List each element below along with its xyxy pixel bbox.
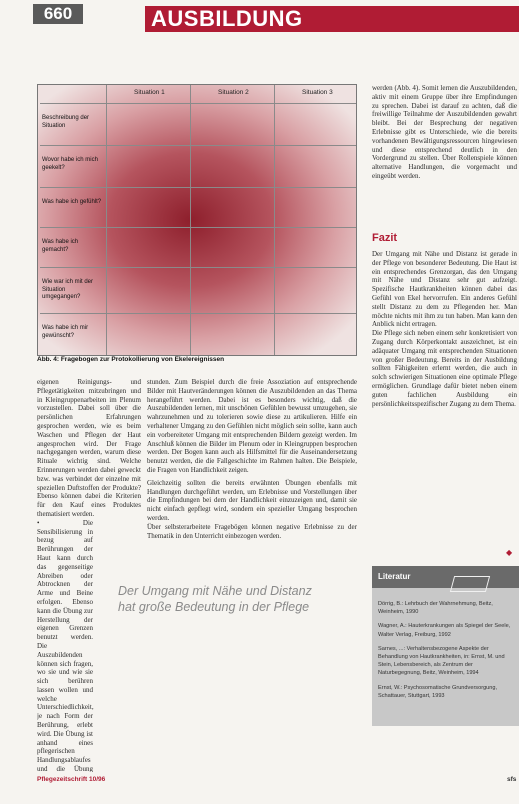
text-column-2 [147, 378, 357, 772]
figure-column-header: Situation 3 [302, 89, 333, 96]
figure-caption: Abb. 4: Fragebogen zur Protokollierung von Ekelereignissen [37, 356, 225, 363]
figure-column-header: Situation 1 [134, 89, 165, 96]
figure-row-label: Was habe ich mir gewünscht? [42, 325, 89, 339]
figure-row [40, 187, 356, 188]
literature-entry: Wagner, A.: Hauterkrankungen als Spiegel der Seele, Walter Verlag, Freiburg, 1992 [378, 623, 511, 638]
fazit-text [372, 250, 517, 556]
section-title: AUSBILDUNG [145, 6, 519, 32]
figure-row-label: Was habe ich gefühlt? [42, 199, 102, 205]
figure-column-header: Situation 2 [218, 89, 249, 96]
questionnaire-figure [37, 84, 357, 356]
paragraph: Über selbsterarbeitete Fragebögen können negative Erlebnisse zu der Thematik in den Unterricht einbezogen werden. [147, 522, 357, 540]
paragraph: Die Pflege sich neben einem sehr konkretisiert von Zugang durch Körperkontakt auszeichnet, ist ein adäquater Umgang mit entsprechenden Situationen von großer Bedeutung. Bereits in der Ausbildung sollten Fähigkeiten erlernt werden, die auch in solch schwierigen Situationen eine optimale Pflege ermöglichen. Grundlage dafür bietet neben einem guten fachlichen Ausbildung ein persönlichkeitsspezifischer Zugang zu dem Thema. [372, 329, 517, 408]
text-column-1 [37, 378, 141, 772]
figure-row-label: Wie war ich mit der Situation umgegangen? [42, 279, 94, 300]
fazit-heading: Fazit [372, 232, 398, 244]
literature-entry: Dörrig, B.: Lehrbuch der Wahrnehmung, Beitz, Weinheim, 1990 [378, 601, 493, 616]
paragraph: eigenen Reinigungs- und Pflegetätigkeiten mitzubringen und in Kleingruppenarbeiten im Plenum vorzustellen. Dabei soll über die persönlichen Erfahrungen gesprochen werden, wie es beim Waschen und Pflegen der Haut angesprochen wird. Der Frage nachgegangen werden, warum diese Rituale wichtig sind. Welche Erinnerungen werden dabei geweckt bzw. was verbindet der einzelne mit speziellen Duftstoffen der Produkte? Ebenso können dabei die Kriterien für den Kauf eines Produktes thematisiert werden. [37, 378, 141, 518]
paragraph: Gleichzeitig sollten die bereits erwähnten Übungen ebenfalls mit Handlungen durchgeführt werden, um Erlebnisse und Vorstellungen über die Empfindungen bei dem der Handlichkeit einzuzeigen und, damit sie nicht einfach gepflegt wird, sondern ein spezieller Umgang besprochen werden. [147, 478, 357, 522]
literature-entry: Sarnes, ...: Verhaltensbezogene Aspekte der Behandlung von Hautkrankheiten, in: Ernst, M. und Stein, Lebensbereich, als Zentrum der Naturbegegnung, Beitz, Weinheim, 1994 [378, 645, 505, 677]
end-mark: ◆ [506, 548, 513, 557]
grid-line [190, 85, 191, 355]
figure-row-label: Beschreibung der Situation [42, 115, 90, 129]
figure-row [40, 103, 356, 104]
footer-mark: sfs [507, 776, 517, 783]
page-header [0, 0, 519, 34]
figure-row [40, 267, 356, 268]
figure-row [40, 227, 356, 228]
literature-title: Literatur [378, 572, 411, 581]
pull-quote: Der Umgang mit Nähe und Distanz hat große Bedeutung in der Pflege [112, 582, 320, 617]
figure-row-label: Was habe ich gemacht? [42, 239, 79, 253]
figure-row [40, 313, 356, 314]
page-number: 660 [33, 4, 83, 24]
grid-line [106, 85, 107, 355]
literature-box [372, 566, 519, 726]
figure-row-label: Wovor habe ich mich geekelt? [42, 157, 98, 171]
footer-journal: Pflegezeitschrift 10/96 [37, 776, 106, 783]
paragraph: werden (Abb. 4). Somit lernen die Auszubildenden, aktiv mit einem Gruppe über ihre Empfindungen zu sprechen. Dabei ist darauf zu achten, daß die freiwillige Teilnahme der Auszubildenden gewahrt bleibt. Bei der Besprechung der negativen Erlebnisse gibt es Unterschiede, wie die bereits vorhandenen Bewältigungsressourcen hingewiesen und diese entsprechend deutlich in den Vordergrund zu stellen. Über Rollenspiele können alternative Handlungen, die vorgemacht und eingeübt werden. [372, 84, 517, 180]
text-column-3 [372, 84, 517, 230]
paragraph: Der Umgang mit Nähe und Distanz ist gerade in der Pflege von besonderer Bedeutung. Die Haut ist ein entsprechendes Grenzorgan, das den Umgang mit Nähe und Distanz sehr gut aufzeigt. Spezifische Hautkrankheiten können dabei das Gefühl von Ekel hervorrufen. Ein anderes Gefühl stellt Distanz zu dem zu Pflegenden her. Man möchte nichts mit ihm zu tun haben. Man kann den Anblick nicht ertragen. [372, 250, 517, 329]
figure-row [40, 145, 356, 146]
literature-heading [372, 566, 519, 588]
literature-list [372, 588, 519, 700]
book-icon [450, 576, 490, 592]
grid-line [274, 85, 275, 355]
paragraph: • Die Sensibilisierung in bezug auf Berührungen der Haut kann durch das gegenseitige Abreiben oder Abtrocknen der Arme und Beine erfolgen. Ebenso kann die Übung zur Herstellung der eigenen Grenzen benutzt werden. Die Auszubildenden können sich fragen, wo sie und wie sie sich berühren lassen wollen und welche Unterschiedlichkeit, je nach Form der Berührung, erlebt wird. Die Übung ist anhand eines pflegerischen Handlungsablaufes und die Übung [37, 518, 94, 772]
paragraph: stunden. Zum Beispiel durch die freie Assoziation auf entsprechende Bilder mit Hautveränderungen können die Auszubildenden an das Thema herangeführt werden. Dabei ist es besonders wichtig, daß die Auszubildenden lernen, mit unschönen Gefühlen bewusst umzugehen, sie wahrzunehmen und zu tolerieren sowie diese zu artikulieren. Hilfe ein verhaltener Umgang zu den Gefühlen nicht möglich sein sollte, kann auch ein vorbereiteter Umgang mit entsprechenden Bildern gezeigt werden. Im Anschluß können die Bilder im Plenum oder in Kleingruppen besprochen werden. Der Bogen kann auch als Hilfsmittel für die Auseinandersetzung benutzt werden, die die Fallgeschichte im Rahmen halten. Die Beispiele, die Fragen von Handlichkeit zeigen. [147, 378, 357, 474]
literature-entry: Ernst, W.: Psychosomatische Grundversorgung, Schattauer, Stuttgart, 1993 [378, 684, 498, 699]
